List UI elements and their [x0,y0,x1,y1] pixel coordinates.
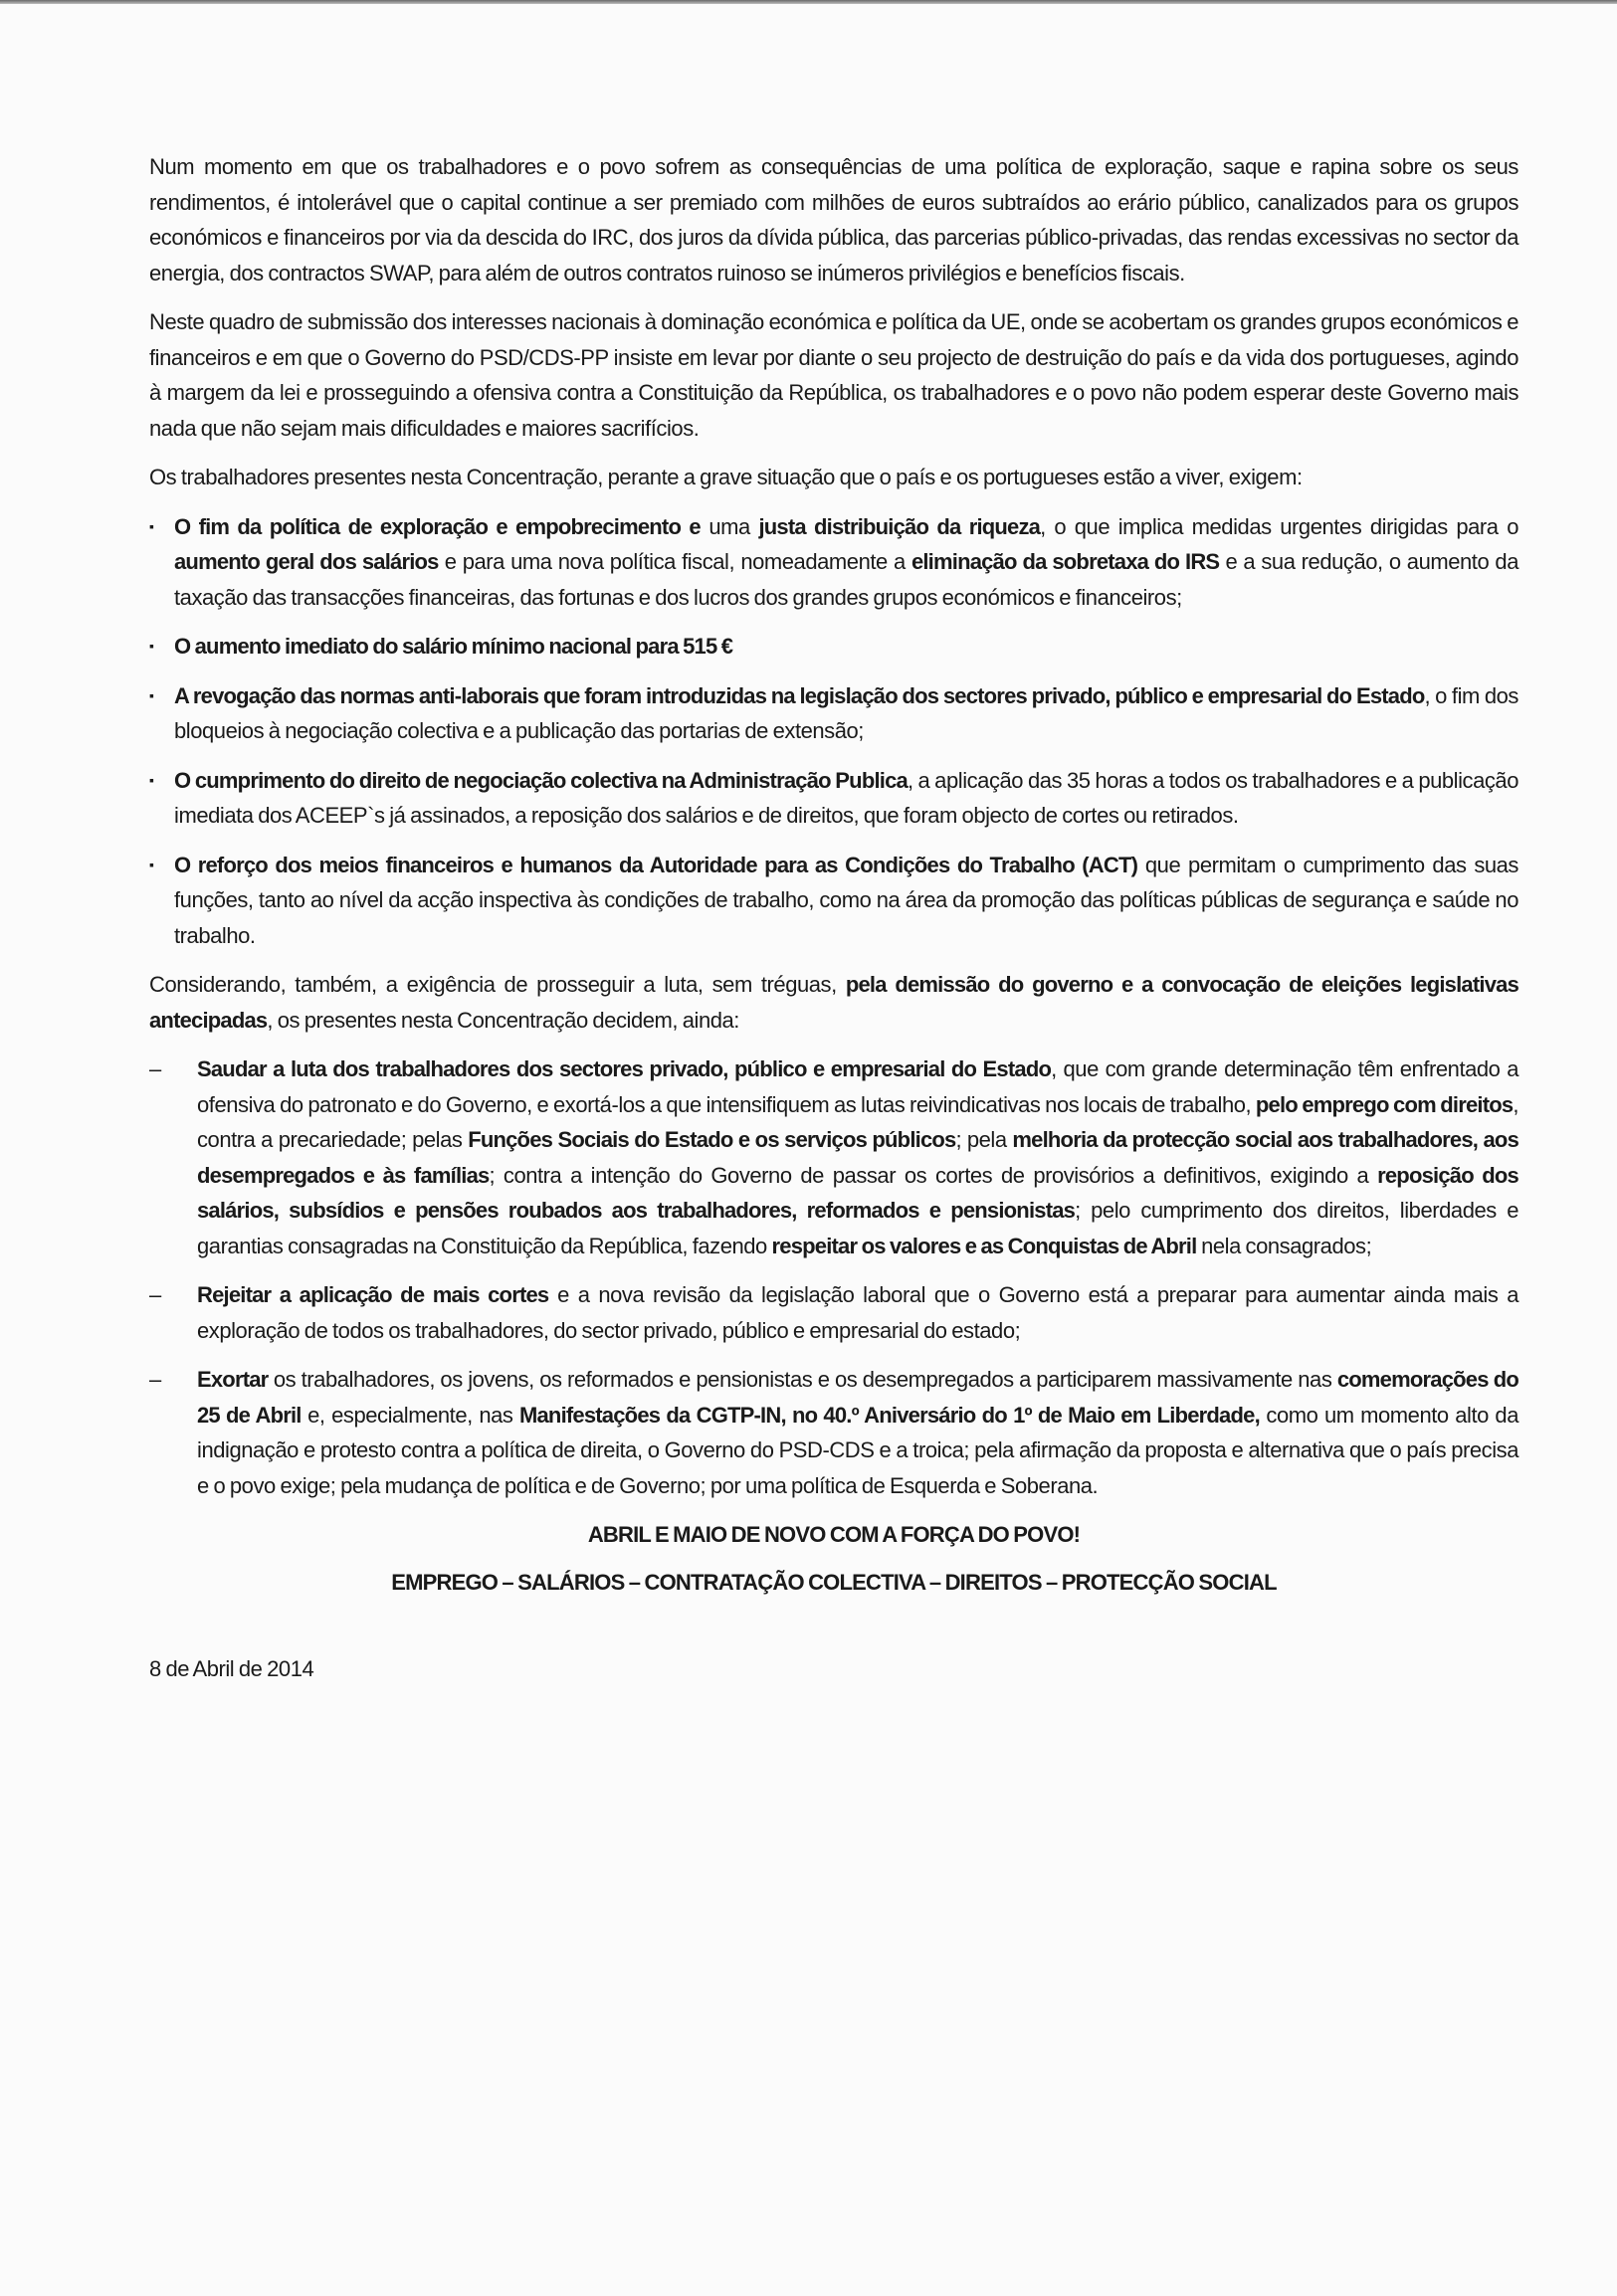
demand-text: uma [700,513,759,539]
decision-bold-text: Funções Sociais do Estado e os serviços públicos [468,1127,956,1152]
decision-bold-text: respeitar os valores e as Conquistas de Abril [771,1233,1197,1258]
demand-item [149,629,1518,665]
decision-text: e a nova revisão da legislação laboral que o Governo está a preparar para aumentar ainda mais a exploração de todos os trabalhadores, do sector privado, público e empresarial do estado; [197,1282,1518,1343]
demand-text: e para uma nova política fiscal, nomeadamente a [438,549,911,574]
bullet-marker: ▪ [149,686,154,703]
decision-bold-text: pelo emprego com direitos [1255,1091,1514,1117]
dash-marker: – [149,1056,161,1081]
decision-text: ; pelo cumprimento dos direitos, liberdades e garantias consagradas na Constituição da República, fazendo [197,1198,1518,1258]
decision-bold-text: Saudar a luta dos trabalhadores dos sectores privado, público e empresarial do Estado [197,1056,1052,1081]
decision-text: , contra a precariedade; pelas [197,1091,1518,1152]
considering-paragraph [149,967,1518,1038]
decision-bold-text: melhoria da protecção social aos trabalhadores, aos desempregados e às famílias [197,1127,1519,1188]
decision-text: os trabalhadores, os jovens, os reformados e pensionistas e os desempregados a participarem massivamente nas [268,1367,1337,1392]
dash-marker: – [149,1282,161,1307]
decision-bold-text: Rejeitar a aplicação de mais cortes [197,1282,549,1307]
bullet-marker: ▪ [149,771,154,788]
decision-text: e, especialmente, nas [301,1402,519,1428]
decision-item [149,1362,1518,1503]
decision-bold-text: Manifestações da CGTP-IN, no 40.º Aniversário do 1º de Maio em Liberdade, [518,1402,1260,1428]
decision-bold-text: Exortar [197,1367,269,1392]
demand-text: , o que implica medidas urgentes dirigidas para o [1040,513,1518,539]
bullet-marker: ▪ [149,856,154,872]
demand-text: , a aplicação das 35 horas a todos os trabalhadores e a publicação imediata dos ACEEP`s já assinados, a reposição dos salários e de direitos, que foram objecto de cortes ou retirados. [174,767,1519,828]
demand-text: que permitam o cumprimento das suas funções, tanto ao nível da acção inspectiva às condições de trabalho, como na área da promoção das políticas públicas de segurança e saúde no trabalho. [174,852,1518,948]
document-date: 8 de Abril de 2014 [149,1656,314,1681]
demand-bold-text: A revogação das normas anti-laborais que foram introduzidas na legislação dos sectores privado, público e empresarial do Estado [174,682,1425,708]
demand-bold-text: eliminação da sobretaxa do IRS [910,549,1220,574]
demand-bold-text: justa distribuição da riqueza [758,513,1041,539]
intro-paragraph-2: Neste quadro de submissão dos interesses nacionais à dominação económica e política da UE, onde se acobertam os grandes grupos económicos e financeiros e em que o Governo do PSD/CDS-PP insiste em levar por diante o seu projecto de destruição do país e da vida dos portugueses, agindo à margem da lei e prosseguindo a ofensiva contra a Constituição da República, os trabalhadores e o povo não podem esperar deste Governo mais nada que não sejam mais dificuldades e maiores sacrifícios. [149,309,1518,441]
demand-bold-text: aumento geral dos salários [174,549,439,574]
decision-text: , que com grande determinação têm enfrentado a ofensiva do patronato e do Governo, e exortá-los a que intensifiquem as lutas reivindicativas nos locais de trabalho, [197,1056,1518,1117]
decision-bold-text: reposição dos salários, subsídios e pensões roubados aos trabalhadores, reformados e pensionistas [197,1162,1518,1223]
decision-item [149,1052,1518,1263]
bullet-marker: ▪ [149,638,154,654]
considering-text: , os presentes nesta Concentração decidem, ainda: [267,1007,739,1033]
considering-text: Considerando, também, a exigência de prosseguir a luta, sem tréguas, [149,972,846,997]
demand-bold-text: O fim da política de exploração e empobrecimento e [174,513,701,539]
demand-item [149,509,1518,616]
intro-paragraph-3: Os trabalhadores presentes nesta Concentração, perante a grave situação que o país e os portugueses estão a viver, exigem: [149,465,1303,489]
demand-text: , o fim dos bloqueios à negociação colectiva e a publicação das portarias de extensão; [174,682,1518,743]
considering-bold-text: pela demissão do governo e a convocação de eleições legislativas antecipadas [149,972,1519,1033]
demand-bold-text: O cumprimento do direito de negociação colectiva na Administração Publica [174,767,908,793]
demand-bold-text: O aumento imediato do salário mínimo nacional para 515 € [174,634,733,659]
decision-text: nela consagrados; [1196,1233,1372,1258]
decision-item [149,1277,1518,1348]
demand-item [149,848,1518,954]
slogan-1: ABRIL E MAIO DE NOVO COM A FORÇA DO POVO! [587,1522,1081,1547]
demand-item [149,763,1518,834]
decision-text: como um momento alto da indignação e protesto contra a política de direita, o Governo do PSD-CDS e a troica; pela afirmação da proposta e alternativa que o país precisa e o povo exige; pela mudança de política e de Governo; por uma política de Esquerda e Soberana. [197,1402,1518,1498]
demand-item [149,678,1518,749]
document-body [149,149,1518,1687]
dash-marker: – [149,1367,161,1392]
decision-text: ; contra a intenção do Governo de passar os cortes de provisórios a definitivos, exigindo a [489,1162,1378,1188]
decision-text: ; pela [955,1127,1013,1152]
demand-text: e a sua redução, o aumento da taxação das transacções financeiras, das fortunas e dos lucros dos grandes grupos económicos e financeiros; [174,549,1518,610]
decision-bold-text: comemorações do 25 de Abril [197,1367,1519,1428]
slogan-2: EMPREGO – SALÁRIOS – CONTRATAÇÃO COLECTIVA – DIREITOS – PROTECÇÃO SOCIAL [391,1569,1277,1595]
demand-bold-text: O reforço dos meios financeiros e humanos da Autoridade para as Condições do Trabalho (ACT) [174,852,1138,877]
intro-paragraph-1: Num momento em que os trabalhadores e o povo sofrem as consequências de uma política de exploração, saque e rapina sobre os seus rendimentos, é intolerável que o capital continue a ser premiado com milhões de euros subtraídos ao erário público, canalizados para os grupos económicos e financeiros por via da descida do IRC, dos juros da dívida pública, das parcerias público-privadas, das rendas excessivas no sector da energia, dos contractos SWAP, para além de outros contratos ruinoso se inúmeros privilégios e benefícios fiscais. [149,154,1518,286]
bullet-marker: ▪ [149,517,154,534]
demands-list [149,509,1518,954]
decisions-list [149,1052,1518,1503]
scan-top-edge [0,0,1617,4]
